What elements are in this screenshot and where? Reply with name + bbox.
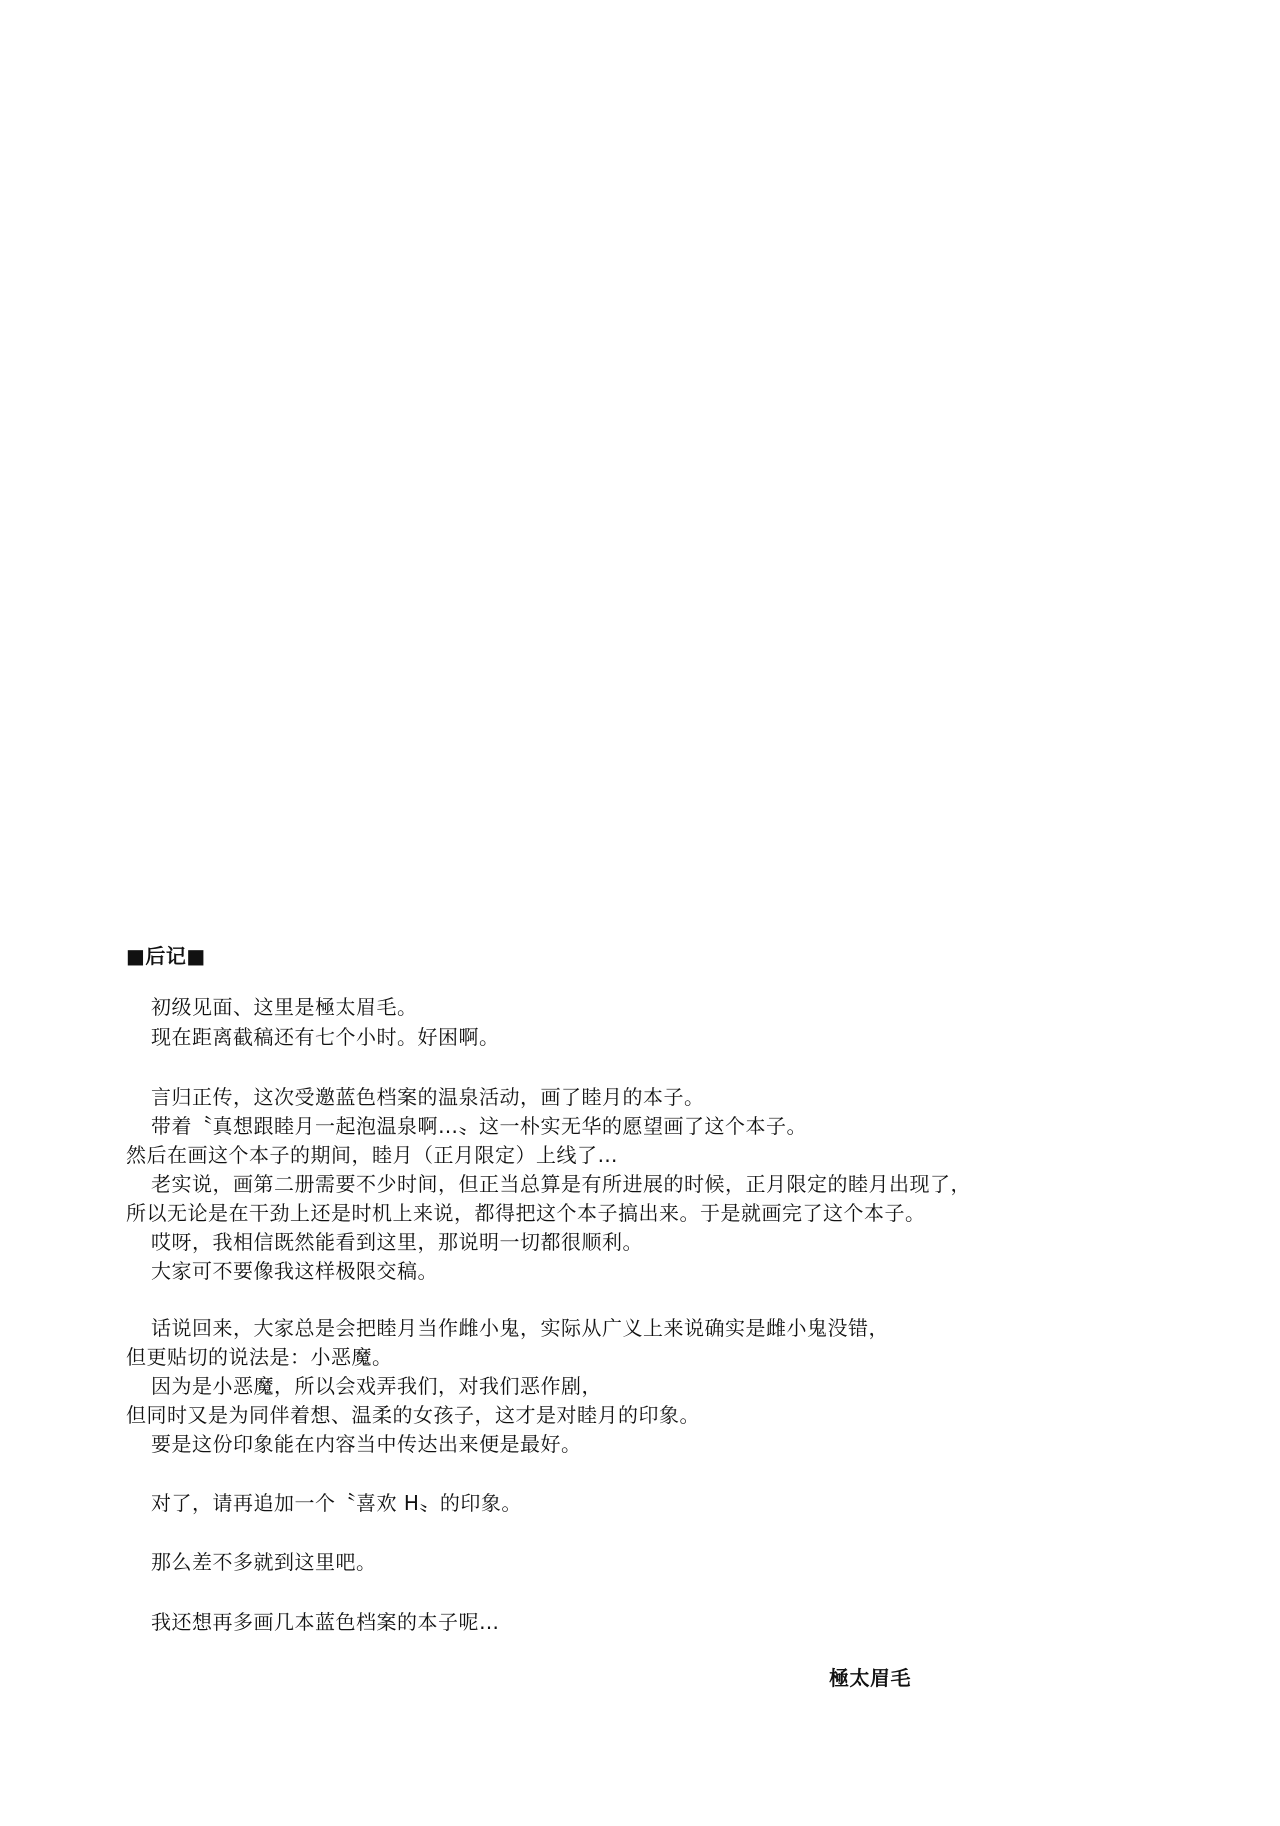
afterword-line: 但更贴切的说法是：小恶魔。 [126,1345,393,1369]
afterword-line: 但同时又是为同伴着想、温柔的女孩子，这才是对睦月的印象。 [126,1403,700,1427]
afterword-line: 初级见面、这里是極太眉毛。 [151,995,418,1019]
author-signature: 極太眉毛 [829,1666,911,1690]
afterword-line: 所以无论是在干劲上还是时机上来说，都得把这个本子搞出来。于是就画完了这个本子。 [126,1201,926,1225]
afterword-line: 哎呀，我相信既然能看到这里，那说明一切都很顺利。 [151,1230,643,1254]
afterword-heading: ■后记■ [126,944,206,968]
afterword-line: 对了，请再追加一个〝喜欢 H〟的印象。 [151,1491,522,1515]
afterword-line: 话说回来，大家总是会把睦月当作雌小鬼，实际从广义上来说确实是雌小鬼没错， [151,1316,889,1340]
afterword-line: 那么差不多就到这里吧。 [151,1550,377,1574]
afterword-line: 现在距离截稿还有七个小时。好困啊。 [151,1025,500,1049]
afterword-line: 要是这份印象能在内容当中传达出来便是最好。 [151,1432,582,1456]
afterword-line: 老实说，画第二册需要不少时间，但正当总算是有所进展的时候，正月限定的睦月出现了， [151,1172,971,1196]
afterword-line: 言归正传，这次受邀蓝色档案的温泉活动，画了睦月的本子。 [151,1085,705,1109]
afterword-line: 带着〝真想跟睦月一起泡温泉啊…〟这一朴实无华的愿望画了这个本子。 [151,1114,807,1138]
afterword-line: 然后在画这个本子的期间，睦月（正月限定）上线了… [126,1143,618,1167]
afterword-line: 因为是小恶魔，所以会戏弄我们，对我们恶作剧， [151,1374,602,1398]
afterword-line: 我还想再多画几本蓝色档案的本子呢… [151,1610,500,1634]
afterword-line: 大家可不要像我这样极限交稿。 [151,1259,438,1283]
